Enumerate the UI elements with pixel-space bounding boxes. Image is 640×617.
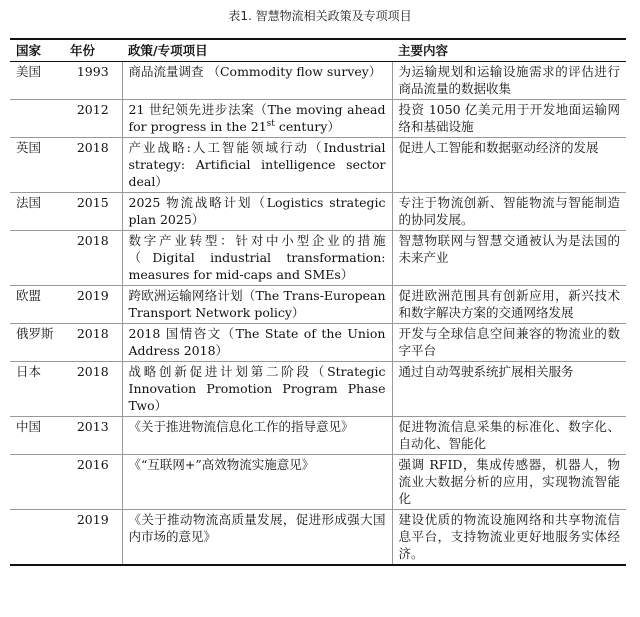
policy-cell: 数字产业转型：针对中小型企业的措施（Digital industrial transformation: measures for mid-caps and SMEs） <box>122 231 392 286</box>
year-cell: 2018 <box>64 324 122 362</box>
policy-cell: 战略创新促进计划第二阶段（Strategic Innovation Promotion Program Phase Two） <box>122 362 392 417</box>
policy-cell: 产业战略:人工智能领域行动（Industrial strategy: Artificial intelligence sector deal） <box>122 138 392 193</box>
table-header-row <box>10 39 626 62</box>
year-cell: 2018 <box>64 138 122 193</box>
year-cell: 2018 <box>64 362 122 417</box>
table-row <box>10 286 626 324</box>
country-cell: 中国 <box>10 417 64 455</box>
country-cell <box>10 510 64 566</box>
header-policy: 政策/专项项目 <box>122 39 392 62</box>
policy-cell: 2025 物流战略计划（Logistics strategic plan 2025） <box>122 193 392 231</box>
policy-cell: 《“互联网+”高效物流实施意见》 <box>122 455 392 510</box>
table-row <box>10 100 626 138</box>
header-year: 年份 <box>64 39 122 62</box>
table-row <box>10 362 626 417</box>
content-cell: 促进欧洲范围具有创新应用，新兴技术和数字解决方案的交通网络发展 <box>392 286 626 324</box>
policy-table <box>10 38 626 566</box>
country-cell <box>10 231 64 286</box>
header-content: 主要内容 <box>392 39 626 62</box>
table-row <box>10 138 626 193</box>
country-cell: 欧盟 <box>10 286 64 324</box>
year-cell: 2019 <box>64 286 122 324</box>
content-cell: 投资 1050 亿美元用于开发地面运输网络和基础设施 <box>392 100 626 138</box>
year-cell: 2016 <box>64 455 122 510</box>
country-cell: 法国 <box>10 193 64 231</box>
country-cell: 俄罗斯 <box>10 324 64 362</box>
content-cell: 通过自动驾驶系统扩展相关服务 <box>392 362 626 417</box>
country-cell <box>10 100 64 138</box>
table-row <box>10 417 626 455</box>
content-cell: 促进物流信息采集的标准化、数字化、自动化、智能化 <box>392 417 626 455</box>
content-cell: 促进人工智能和数据驱动经济的发展 <box>392 138 626 193</box>
year-cell: 1993 <box>64 62 122 100</box>
policy-cell: 《关于推进物流信息化工作的指导意见》 <box>122 417 392 455</box>
content-cell: 强调 RFID，集成传感器，机器人，物流业大数据分析的应用，实现物流智能化 <box>392 455 626 510</box>
content-cell: 智慧物联网与智慧交通被认为是法国的未来产业 <box>392 231 626 286</box>
country-cell: 美国 <box>10 62 64 100</box>
table-row <box>10 193 626 231</box>
country-cell: 英国 <box>10 138 64 193</box>
year-cell: 2012 <box>64 100 122 138</box>
country-cell: 日本 <box>10 362 64 417</box>
country-cell <box>10 455 64 510</box>
policy-text: 21 世纪领先进步法案（The moving ahead for progress in the 21 <box>128 102 386 134</box>
content-cell: 建设优质的物流设施网络和共享物流信息平台，支持物流业更好地服务实体经济。 <box>392 510 626 566</box>
year-cell: 2013 <box>64 417 122 455</box>
table-caption: 表1. 智慧物流相关政策及专项项目 <box>228 9 412 23</box>
table-row <box>10 324 626 362</box>
policy-cell: 跨欧洲运输网络计划（The Trans-European Transport Network policy） <box>122 286 392 324</box>
policy-text-end: century） <box>274 119 340 134</box>
year-cell: 2018 <box>64 231 122 286</box>
policy-superscript: st <box>266 118 275 129</box>
policy-cell: 商品流量调查 （Commodity flow survey） <box>122 62 392 100</box>
policy-cell: 《关于推动物流高质量发展，促进形成强大国内市场的意见》 <box>122 510 392 566</box>
table-row <box>10 231 626 286</box>
content-cell: 为运输规划和运输设施需求的评估进行商品流量的数据收集 <box>392 62 626 100</box>
year-cell: 2015 <box>64 193 122 231</box>
table-row <box>10 62 626 100</box>
table-row <box>10 455 626 510</box>
policy-cell <box>122 100 392 138</box>
table-row <box>10 510 626 566</box>
content-cell: 专注于物流创新、智能物流与智能制造的协同发展。 <box>392 193 626 231</box>
policy-cell: 2018 国情咨文（The State of the Union Address 2018） <box>122 324 392 362</box>
content-cell: 开发与全球信息空间兼容的物流业的数字平台 <box>392 324 626 362</box>
year-cell: 2019 <box>64 510 122 566</box>
header-country: 国家 <box>10 39 64 62</box>
